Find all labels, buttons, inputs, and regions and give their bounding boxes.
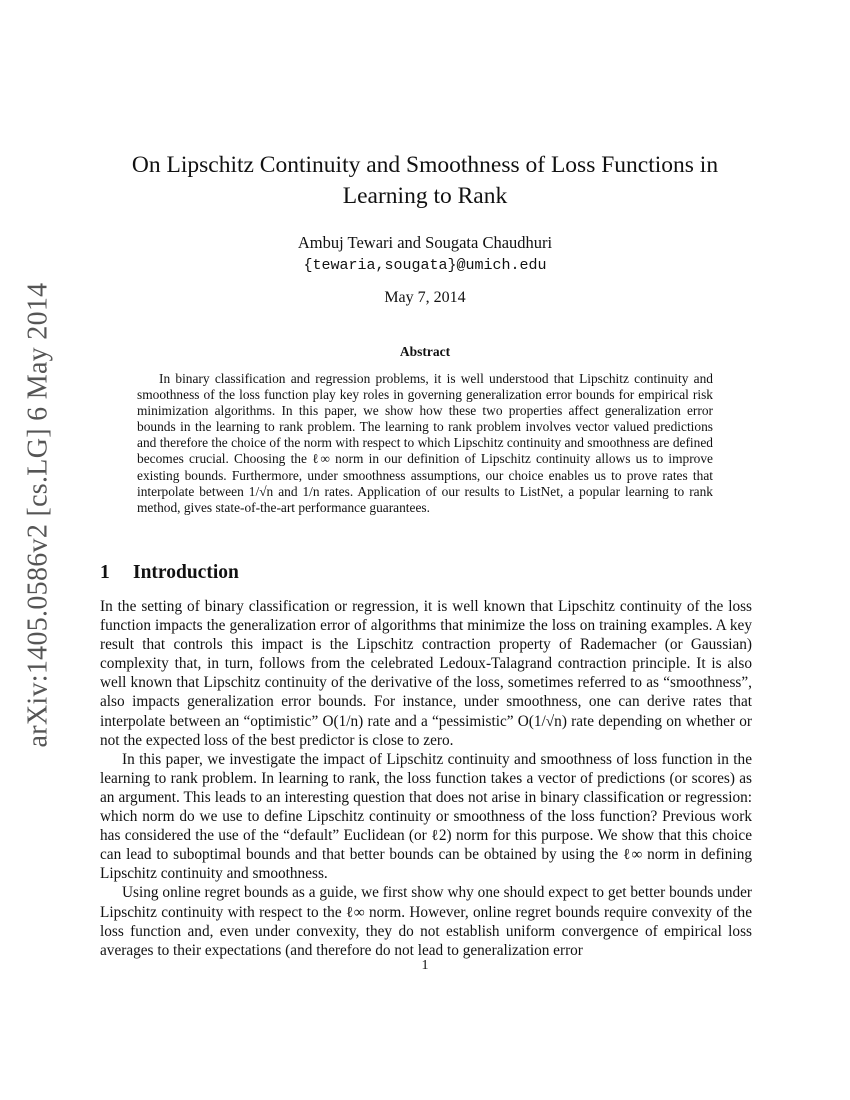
section-heading — [100, 562, 239, 584]
paper-date: May 7, 2014 — [384, 289, 466, 306]
arxiv-identifier[interactable]: arXiv:1405.0586v2 [cs.LG] 6 May 2014 — [22, 282, 54, 748]
page-number: 1 — [421, 958, 429, 973]
paper-title: On Lipschitz Continuity and Smoothness of Loss Functions in Learning to Rank — [131, 152, 719, 209]
arxiv-identifier-stamp — [8, 275, 68, 755]
author-email[interactable]: {tewaria,sougata}@umich.edu — [303, 257, 547, 274]
intro-paragraph: In this paper, we investigate the impact of Lipschitz continuity and smoothness of loss function in the learning to rank problem. In learning to rank, the loss function takes a vector of predictions (or scores) as an argument. This leads to an interesting question that does not arise in binary classification or regression: which norm do we use to define Lipschitz continuity or smoothness of the loss function? Previous work has considered the use of the “default” Euclidean (or ℓ2) norm for this purpose. We show that this choice can lead to suboptimal bounds and that better bounds can be obtained by using the ℓ∞ norm in defining Lipschitz continuity and smoothness. — [100, 750, 752, 883]
introduction-body — [100, 597, 752, 960]
intro-paragraph: Using online regret bounds as a guide, we first show why one should expect to get better bounds under Lipschitz continuity with respect to the ℓ∞ norm. However, online regret bounds require convexity of the loss function and, even under convexity, they do not establish uniform convergence of empirical loss averages to their expectations (and therefore do not lead to generalization error — [100, 884, 752, 959]
section-title: Introduction — [133, 562, 239, 583]
abstract-text: In binary classification and regression problems, it is well understood that Lipschitz continuity and smoothness of the loss function play key roles in governing generalization error bounds for empirical risk minimization algorithms. In this paper, we show how these two properties affect generalization error bounds in the learning to rank problem. The learning to rank problem involves vector valued predictions and therefore the choice of the norm with respect to which Lipschitz continuity and smoothness are defined becomes crucial. Choosing the ℓ∞ norm in our definition of Lipschitz continuity allows us to improve existing bounds. Furthermore, under smoothness assumptions, our choice enables us to prove rates that interpolate between 1/√n and 1/n rates. Application of our results to ListNet, a popular learning to rank method, gives state-of-the-art performance guarantees. — [137, 371, 713, 515]
abstract-heading: Abstract — [399, 344, 451, 359]
intro-paragraph: In the setting of binary classification or regression, it is well known that Lipschitz continuity of the loss function impacts the generalization error of algorithms that minimize the loss on training examples. A key result that controls this impact is the Lipschitz contraction property of Rademacher (or Gaussian) complexity that, in turn, follows from the celebrated Ledoux-Talagrand contraction principle. It is also well known that Lipschitz continuity of the derivative of the loss, sometimes referred to as “smoothness”, also impacts generalization error bounds. For instance, under smoothness, one can derive rates that interpolate between an “optimistic” O(1/n) rate and a “pessimistic” O(1/√n) rate depending on whether or not the expected loss of the best predictor is close to zero. — [100, 598, 752, 749]
author-names: Ambuj Tewari and Sougata Chaudhuri — [297, 233, 553, 252]
section-number: 1 — [100, 562, 110, 583]
